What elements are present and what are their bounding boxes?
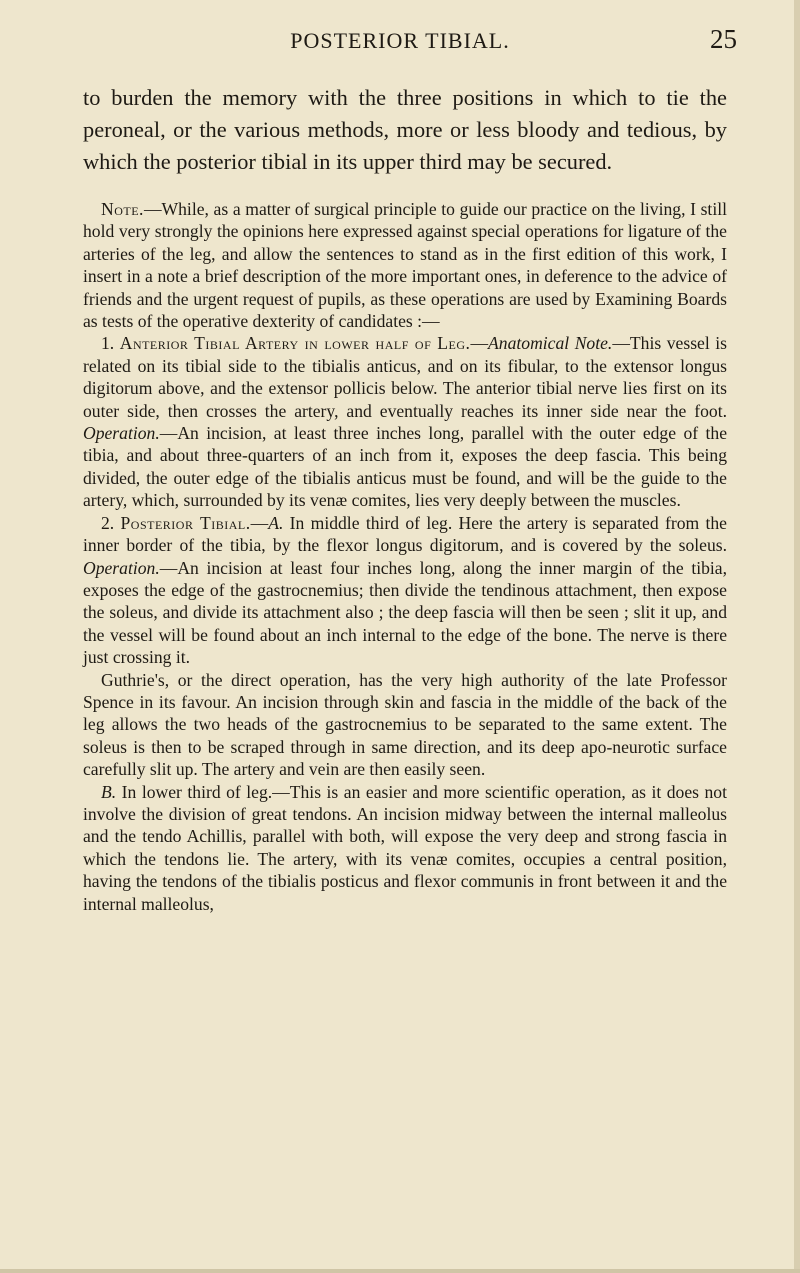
operation-text: —An incision at least four inches long, along the inner margin of the tibia, exposes the edge of the gastrocnemius; then divide the tendinous attachment, then expose the soleus, and divide its attachment also ; the deep fascia will then be seen ; slit it up, and the vessel will be found about an inch internal to the edge of the bone. The nerve is there just crossing it. xyxy=(83,557,727,668)
operation-label: Operation. xyxy=(83,557,160,578)
lead-paragraph: to burden the memory with the three positions in which to tie the peroneal, or the various methods, more or less bloody and tedious, by which the posterior tibial in its upper third may be secured. xyxy=(83,85,727,174)
item-text: In middle third of leg. Here the artery is separated from the inner border of the tibia, by the flexor longus digitorum, and is covered by the soleus. xyxy=(83,512,727,556)
note-guthrie-paragraph: Guthrie's, or the direct operation, has the very high authority of the late Professor Spence in its favour. An incision through skin and fascia in the middle of the back of the leg allows the two heads of the gastrocnemius to be separated to the same extent. The soleus is then to be scraped through in same direction, and its deep apo-neurotic surface carefully slit up. The artery and vein are then easily seen. xyxy=(83,669,727,780)
item-number: 1. xyxy=(101,333,120,354)
item-dash: — xyxy=(250,512,269,533)
note-item-anterior-tibial xyxy=(83,332,727,511)
scan-edge-bottom xyxy=(0,1269,800,1273)
item-label: A. xyxy=(268,512,284,533)
running-title: POSTERIOR TIBIAL. xyxy=(290,28,510,53)
operation-text: —An incision, at least three inches long, parallel with the outer edge of the tibia, and about three-quarters of an inch from it, exposes the deep fascia. This being divided, the outer edge of the tibialis anticus must be found, and will be the guide to the artery, which, surrounded by its venæ comites, lies very deeply between the muscles. xyxy=(83,423,727,511)
scan-edge-right xyxy=(794,0,800,1273)
note-intro xyxy=(83,198,727,332)
item-heading: Anterior Tibial Artery in lower half of Leg. xyxy=(119,333,471,354)
operation-label: Operation. xyxy=(83,423,160,444)
note-item-b xyxy=(83,781,727,915)
item-label: Anatomical Note. xyxy=(488,333,613,354)
page-number: 25 xyxy=(710,24,737,54)
note-intro-text: —While, as a matter of surgical principle to guide our practice on the living, I still hold very strongly the opinions here expressed against special operations for ligature of the arteries of the leg, and allow the sentences to stand as in the first edition of this work, I insert in a note a brief description of the more important ones, in deference to the advice of friends and the urgent request of pupils, as these operations are used by Examining Boards as tests of the operative dexterity of candidates :— xyxy=(83,199,727,332)
note-block xyxy=(83,198,727,915)
item-number: 2. xyxy=(101,512,121,533)
note-item-posterior-tibial xyxy=(83,512,727,669)
body-text xyxy=(83,82,727,915)
item-dash: — xyxy=(470,333,489,354)
item-text: —This vessel is related on its tibial side to the tibialis anticus, and on its fibular, to the extensor longus digitorum above, and the extensor pollicis below. The anterior tibial nerve lies first on its outer side, then crosses the artery, and eventually reaches its inner side near the foot. xyxy=(83,333,728,421)
item-heading: Posterior Tibial. xyxy=(120,512,251,533)
item-text: In lower third of leg.—This is an easier and more scientific operation, as it does not involve the division of great tendons. An incision midway between the internal malleolus and the tendo Achillis, parallel with both, will expose the very deep and strong fascia in which the tendons lie. The artery, with its venæ comites, occupies a central position, having the tendons of the tibialis posticus and flexor communis in front between it and the internal malleolus, xyxy=(83,781,727,914)
note-label: Note. xyxy=(101,199,144,219)
running-head xyxy=(0,24,800,62)
item-label: B. xyxy=(101,781,117,802)
